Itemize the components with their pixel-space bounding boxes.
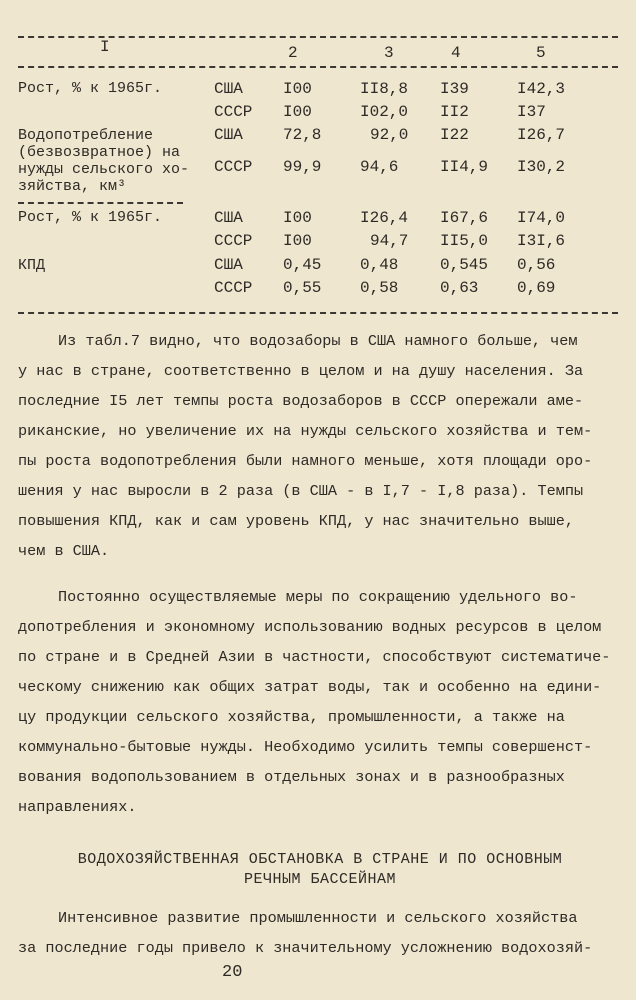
value-cell: I26,4 xyxy=(360,209,409,227)
section-heading-line-1: ВОДОХОЗЯЙСТВЕННАЯ ОБСТАНОВКА В СТРАНЕ И ПО ОСНОВНЫМ xyxy=(77,851,563,868)
section-heading xyxy=(18,850,622,890)
value-cell: 0,48 xyxy=(360,256,399,274)
value-cell: I00 xyxy=(283,103,312,121)
table-bottom-rule xyxy=(18,312,618,314)
row-label-water-consumption-1: Водопотребление xyxy=(18,127,154,144)
value-cell: 0,56 xyxy=(517,256,556,274)
value-cell: I30,2 xyxy=(517,158,566,176)
value-cell: 0,63 xyxy=(440,279,479,297)
table-header-col-5: 5 xyxy=(536,44,546,62)
paragraph-1 xyxy=(18,326,622,566)
value-cell: 0,55 xyxy=(283,279,322,297)
table-header-col-4: 4 xyxy=(451,44,461,62)
table-header-col-1: I xyxy=(100,38,110,56)
value-cell: I74,0 xyxy=(517,209,566,227)
table-header-col-2: 2 xyxy=(288,44,298,62)
country-cell: СССР xyxy=(214,279,253,297)
paragraph-line: пы роста водопотребления были намного меньше, хотя площади оро- xyxy=(18,452,593,470)
row-label-growth-1: Рост, % к 1965г. xyxy=(18,80,163,97)
value-cell: II5,0 xyxy=(440,232,489,250)
value-cell: II2 xyxy=(440,103,469,121)
value-cell: I00 xyxy=(283,80,312,98)
paragraph-line: шения у нас выросли в 2 раза (в США - в I,7 - I,8 раза). Темпы xyxy=(18,482,584,500)
value-cell: 0,69 xyxy=(517,279,556,297)
paragraph-line: Из табл.7 видно, что водозаборы в США намного больше, чем xyxy=(58,332,578,350)
paragraph-3 xyxy=(18,903,622,963)
value-cell: 94,7 xyxy=(370,232,409,250)
country-cell: США xyxy=(214,209,243,227)
paragraph-line: чем в США. xyxy=(18,542,110,560)
row-label-kpd: КПД xyxy=(18,257,46,274)
paragraph-line: цу продукции сельского хозяйства, промышленности, а также на xyxy=(18,708,565,726)
value-cell: 0,545 xyxy=(440,256,489,274)
table-header-rule xyxy=(18,66,618,68)
country-cell: США xyxy=(214,256,243,274)
paragraph-line: Постоянно осуществляемые меры по сокращению удельного во- xyxy=(58,588,578,606)
page-number: 20 xyxy=(222,963,243,982)
row-label-water-consumption-2: (безвозвратное) на xyxy=(18,144,181,161)
paragraph-line: за последние годы привело к значительному усложнению водохозяй- xyxy=(18,939,593,957)
value-cell: I00 xyxy=(283,232,312,250)
value-cell: I22 xyxy=(440,126,469,144)
value-cell: I00 xyxy=(283,209,312,227)
value-cell: II4,9 xyxy=(440,158,489,176)
paragraph-line: вования водопользованием в отдельных зонах и в разнообразных xyxy=(18,768,565,786)
value-cell: I3I,6 xyxy=(517,232,566,250)
paragraph-line: коммунально-бытовые нужды. Необходимо усилить темпы совершенст- xyxy=(18,738,593,756)
paragraph-line: направлениях. xyxy=(18,798,137,816)
row-label-growth-2: Рост, % к 1965г. xyxy=(18,209,163,226)
value-cell: I37 xyxy=(517,103,546,121)
paragraph-line: допотребления и экономному использованию водных ресурсов в целом xyxy=(18,618,602,636)
value-cell: II8,8 xyxy=(360,80,409,98)
country-cell: СССР xyxy=(214,103,253,121)
country-cell: США xyxy=(214,80,243,98)
paragraph-line: риканские, но увеличение их на нужды сельского хозяйства и тем- xyxy=(18,422,593,440)
value-cell: I39 xyxy=(440,80,469,98)
value-cell: 99,9 xyxy=(283,158,322,176)
value-cell: 94,6 xyxy=(360,158,399,176)
paragraph-line: Интенсивное развитие промышленности и сельского хозяйства xyxy=(58,909,578,927)
section-heading-line-2: РЕЧНЫМ БАССЕЙНАМ xyxy=(243,871,397,888)
table-header-col-3: 3 xyxy=(384,44,394,62)
value-cell: 0,45 xyxy=(283,256,322,274)
value-cell: I67,6 xyxy=(440,209,489,227)
row-label-water-consumption-4: зяйства, км³ xyxy=(18,178,127,195)
paragraph-line: повышения КПД, как и сам уровень КПД, у нас значительно выше, xyxy=(18,512,574,530)
value-cell: 92,0 xyxy=(370,126,409,144)
country-cell: США xyxy=(214,126,243,144)
value-cell: 72,8 xyxy=(283,126,322,144)
paragraph-line: у нас в стране, соответственно в целом и на душу населения. За xyxy=(18,362,584,380)
value-cell: 0,58 xyxy=(360,279,399,297)
value-cell: I26,7 xyxy=(517,126,566,144)
table-group-rule xyxy=(18,202,183,204)
paragraph-2 xyxy=(18,582,622,822)
country-cell: СССР xyxy=(214,232,253,250)
value-cell: I42,3 xyxy=(517,80,566,98)
row-label-water-consumption-3: нужды сельского хо- xyxy=(18,161,190,178)
paragraph-line: по стране и в Средней Азии в частности, способствуют систематиче- xyxy=(18,648,611,666)
paragraph-line: ческому снижению как общих затрат воды, так и особенно на едини- xyxy=(18,678,602,696)
country-cell: СССР xyxy=(214,158,253,176)
paragraph-line: последние I5 лет темпы роста водозаборов в СССР опережали аме- xyxy=(18,392,584,410)
value-cell: I02,0 xyxy=(360,103,409,121)
